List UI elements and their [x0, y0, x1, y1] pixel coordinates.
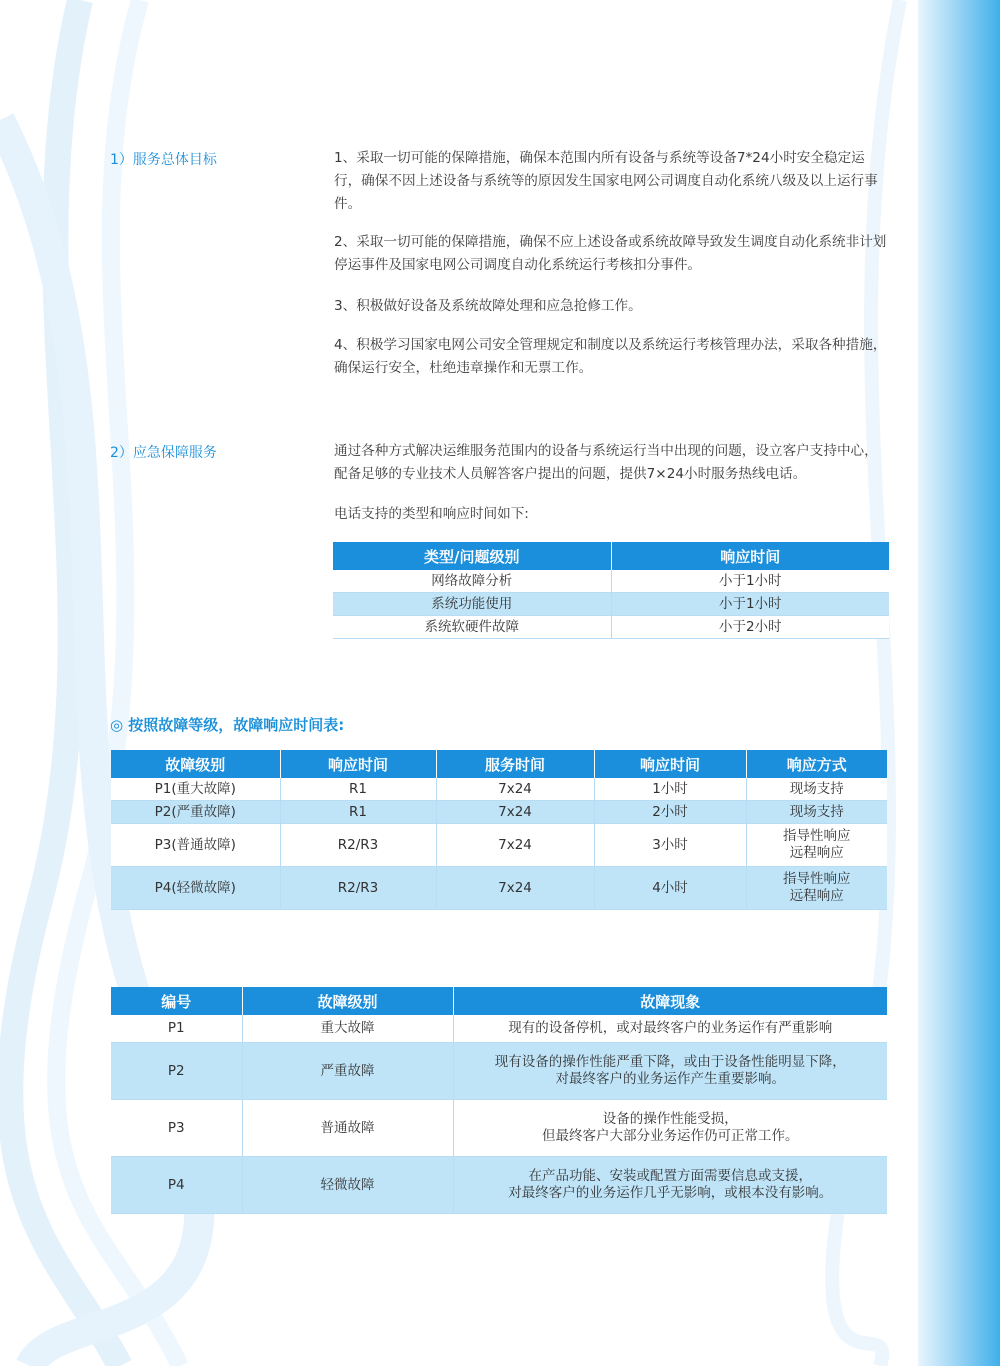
table-cell — [453, 1100, 887, 1157]
table-cell: 轻微故障 — [242, 1157, 453, 1214]
table-cell: 重大故障 — [242, 1015, 453, 1043]
table-cell: 现场支持 — [746, 801, 887, 824]
table-cell: 7x24 — [436, 801, 594, 824]
table-cell: 7x24 — [436, 867, 594, 910]
table-cell: P1 — [111, 1015, 242, 1043]
table-cell: P4(轻微故障) — [111, 867, 280, 910]
phone-intro: 电话支持的类型和响应时间如下: — [334, 506, 529, 522]
table-row — [111, 1157, 887, 1214]
table-row — [111, 778, 887, 801]
table-cell: 3小时 — [594, 824, 746, 867]
table-cell: 现有的设备停机，或对最终客户的业务运作有严重影响 — [453, 1015, 887, 1043]
fault-desc-line-2: 对最终客户的业务运作产生重要影响。 — [555, 1071, 785, 1087]
fault-desc-line-2: 但最终客户大部分业务运作仍可正常工作。 — [542, 1128, 799, 1144]
column-header: 响应时间 — [280, 750, 436, 778]
section2-label: 2）应急保障服务 — [110, 445, 217, 461]
section2-intro: 通过各种方式解决运维服务范围内的设备与系统运行当中出现的问题，设立客户支持中心，配备足够的专业技术人员解答客户提出的问题，提供7×24小时服务热线电话。 — [334, 443, 878, 482]
phone-support-table — [333, 542, 889, 639]
table-cell: 现场支持 — [746, 778, 887, 801]
table-cell: 4小时 — [594, 867, 746, 910]
column-header: 故障级别 — [242, 987, 453, 1015]
section1-para-2: 2、采取一切可能的保障措施，确保不应上述设备或系统故障导致发生调度自动化系统非计划停运事件及国家电网公司调度自动化系统运行考核扣分事件。 — [334, 234, 887, 273]
table-cell: 小于2小时 — [611, 616, 889, 639]
column-header: 类型/问题级别 — [333, 542, 611, 570]
table-cell: 普通故障 — [242, 1100, 453, 1157]
table-cell: P4 — [111, 1157, 242, 1214]
response-mode-line-2: 远程响应 — [789, 845, 844, 861]
table-header-row — [111, 750, 887, 778]
column-header: 编号 — [111, 987, 242, 1015]
table-row — [111, 824, 887, 867]
table-row — [111, 1043, 887, 1100]
fault-desc-line-1: 设备的操作性能受损， — [602, 1111, 738, 1127]
table-cell: R1 — [280, 801, 436, 824]
fault-desc-line-2: 对最终客户的业务运作几乎无影响，或根本没有影响。 — [508, 1185, 833, 1201]
table-cell: 2小时 — [594, 801, 746, 824]
fault-level-response-table — [111, 750, 887, 910]
table-cell: 小于1小时 — [611, 570, 889, 593]
fault-definition-table — [111, 987, 887, 1214]
table-cell: P3 — [111, 1100, 242, 1157]
fault-desc-line-1: 现有设备的操作性能严重下降，或由于设备性能明显下降， — [494, 1054, 846, 1070]
column-header: 故障现象 — [453, 987, 887, 1015]
table-cell — [746, 824, 887, 867]
table-cell: 7x24 — [436, 778, 594, 801]
table-cell: 系统功能使用 — [333, 593, 611, 616]
column-header: 响应时间 — [611, 542, 889, 570]
table-row — [111, 801, 887, 824]
table-cell: R1 — [280, 778, 436, 801]
table-cell: 7x24 — [436, 824, 594, 867]
column-header: 响应时间 — [594, 750, 746, 778]
table-row — [333, 570, 889, 593]
table-cell: 小于1小时 — [611, 593, 889, 616]
table-header-row — [333, 542, 889, 570]
fault-level-heading: ◎ 按照故障等级，故障响应时间表: — [110, 716, 345, 734]
table-header-row — [111, 987, 887, 1015]
table-cell: 1小时 — [594, 778, 746, 801]
table-cell: P2 — [111, 1043, 242, 1100]
response-mode-line-1: 指导性响应 — [783, 828, 851, 844]
table-cell — [453, 1043, 887, 1100]
fault-desc-line-1: 在产品功能、安装或配置方面需要信息或支援， — [528, 1168, 812, 1184]
table-cell: R2/R3 — [280, 824, 436, 867]
table-cell: 网络故障分析 — [333, 570, 611, 593]
column-header: 响应方式 — [746, 750, 887, 778]
table-cell — [746, 867, 887, 910]
table-cell: P2(严重故障) — [111, 801, 280, 824]
table-row — [333, 616, 889, 639]
section1-para-3: 3、积极做好设备及系统故障处理和应急抢修工作。 — [334, 298, 642, 314]
section1-para-1: 1、采取一切可能的保障措施，确保本范围内所有设备与系统等设备7*24小时安全稳定运行，确保不因上述设备与系统等的原因发生国家电网公司调度自动化系统八级及以上运行事件。 — [334, 150, 878, 212]
table-cell: R2/R3 — [280, 867, 436, 910]
section1-label: 1）服务总体目标 — [110, 152, 217, 168]
response-mode-line-1: 指导性响应 — [783, 871, 851, 887]
table-row — [111, 867, 887, 910]
table-cell: P3(普通故障) — [111, 824, 280, 867]
table-row — [333, 593, 889, 616]
table-cell: 严重故障 — [242, 1043, 453, 1100]
table-cell: P1(重大故障) — [111, 778, 280, 801]
section1-para-4: 4、积极学习国家电网公司安全管理规定和制度以及系统运行考核管理办法，采取各种措施，确保运行安全，杜绝违章操作和无票工作。 — [334, 337, 887, 376]
table-cell — [453, 1157, 887, 1214]
table-row — [111, 1100, 887, 1157]
column-header: 服务时间 — [436, 750, 594, 778]
table-row — [111, 1015, 887, 1043]
column-header: 故障级别 — [111, 750, 280, 778]
response-mode-line-2: 远程响应 — [789, 888, 844, 904]
table-cell: 系统软硬件故障 — [333, 616, 611, 639]
